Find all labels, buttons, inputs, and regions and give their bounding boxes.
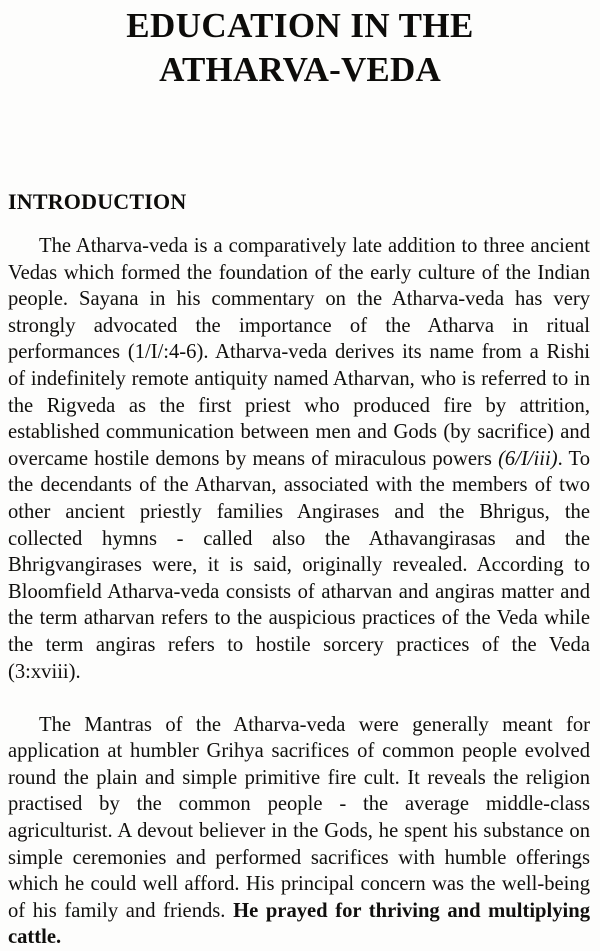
paragraph-1 [8, 233, 590, 712]
paragraph-2-run-1: The Mantras of the Atharva-veda were generally meant for application at humbler Grihya sacrifices of common people evolved round the plain and simple primitive fire cult. It reveals the religion practised by the common people - the average middle-class agriculturist. A devout believer in the Gods, he spent his substance on simple ceremonies and performed sacrifices with humble offerings which he could well afford. His principal concern was the well-being of his family and friends. [8, 713, 590, 922]
body-text [0, 233, 600, 951]
paragraph-1-run-1: The Atharva-veda is a comparatively late addition to three ancient Vedas which formed the foundation of the early culture of the Indian people. Sayana in his commentary on the Atharva-veda has very strongly advocated the importance of the Atharva in ritual performances (1/I/:4-6). Atharva-veda derives its name from a Rishi of indefinitely remote antiquity named Atharvan, who is referred to in the Rigveda as the first priest who produced fire by attrition, established communication between men and Gods (by sacrifice) and overcame hostile demons by means of miraculous powers [8, 235, 590, 470]
title-line-2: ATHARVA-VEDA [159, 50, 441, 89]
citation-6-i-iii: (6/I/iii) [498, 447, 558, 470]
paragraph-2-bold-run: He prayed for thriving and multiplying cattle. [8, 899, 590, 949]
section-heading-introduction: INTRODUCTION [8, 189, 187, 214]
title-line-1: EDUCATION IN THE [126, 6, 474, 45]
paragraph-1-run-3: . To the decendants of the Atharvan, associated with the members of two other ancient priestly families Angirases and the Bhrigus, the collected hymns - called also the Athavangirasas and the Bhrigvangirases were, it is said, originally revealed. According to Bloomfield Atharva-veda consists of atharvan and angiras matter and the term atharvan refers to the auspicious practices of the Veda while the term angiras refers to hostile sorcery practices of the Veda (3:xviii). [8, 447, 590, 683]
page-title [0, 0, 600, 92]
paragraph-2 [8, 712, 590, 951]
